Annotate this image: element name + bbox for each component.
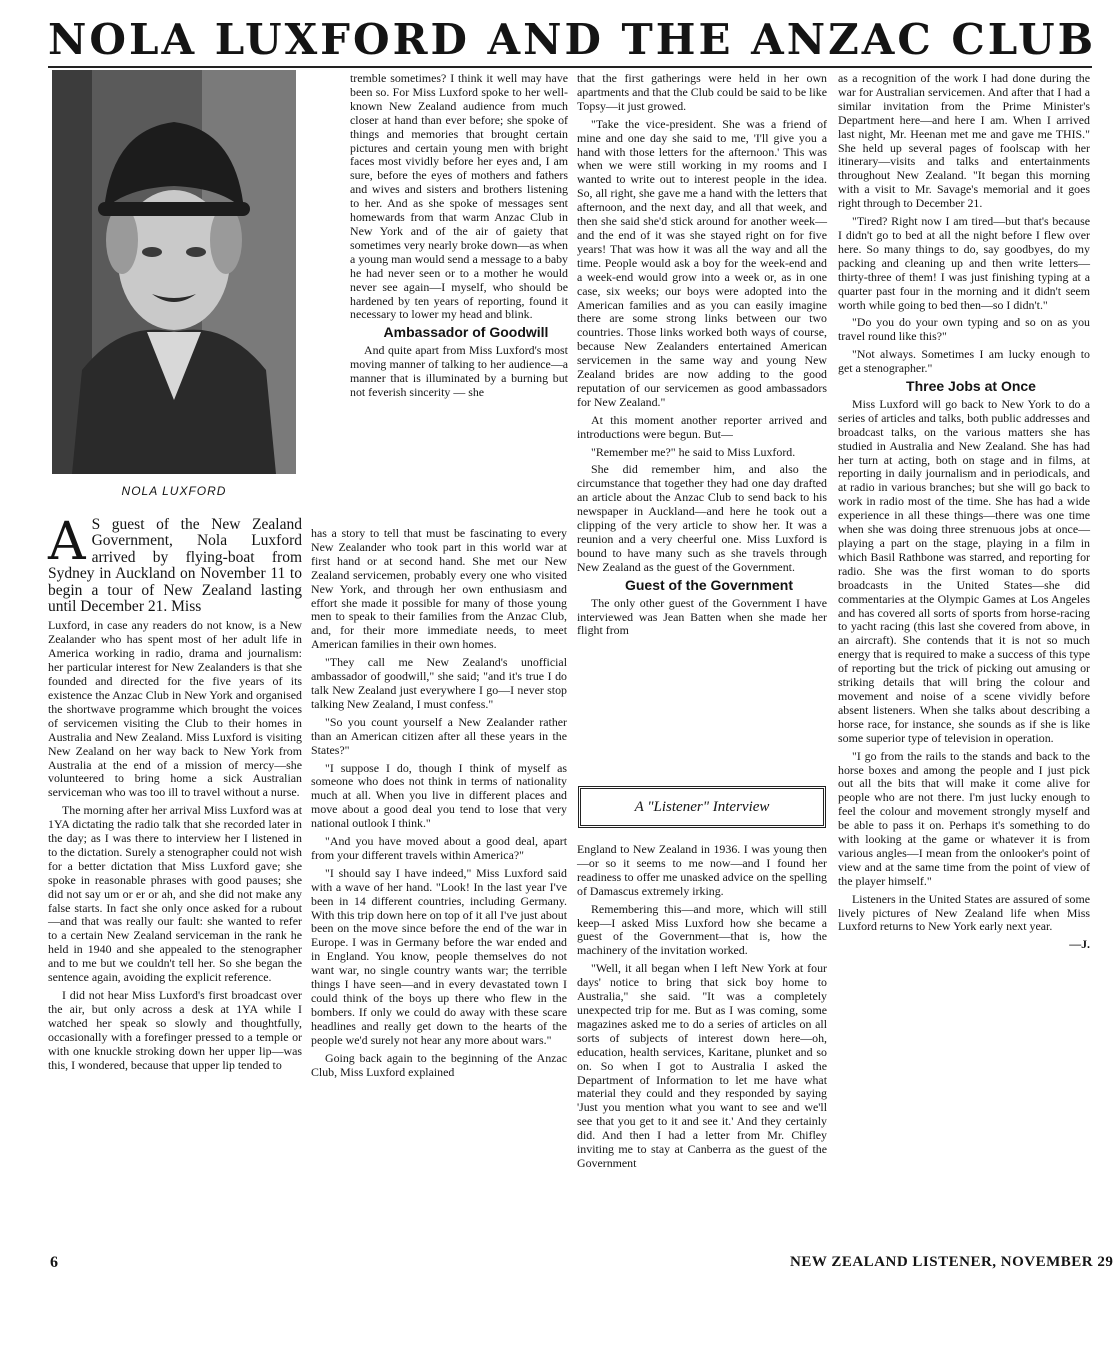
subheading: Ambassador of Goodwill — [383, 324, 549, 341]
paragraph: The only other guest of the Government I have interviewed was Jean Batten when she made her flight from — [577, 595, 827, 638]
paragraph: Listeners in the United States are assured of some lively pictures of New Zealand life when Miss Luxford returns to New York early next year. — [838, 891, 1090, 934]
column-1 — [48, 512, 302, 1076]
portrait-illustration — [52, 70, 296, 474]
paragraph: has a story to tell that must be fascinating to every New Zealander who took part in this world war at first hand or at second hand. She met our New Zealand servicemen, probably every one who visited New York, and through her own enthusiasm and effort she made it possible for many of those young men to speak to their families from the Anzac Club, and, for their more immediate needs, to meet American families in their own homes. — [311, 526, 567, 652]
paragraph: "So you count yourself a New Zealander rather than an American citizen after all these years in the States?" — [311, 714, 567, 757]
paragraph: I did not hear Miss Luxford's first broadcast over the air, but only across a desk at 1YA while I watched her speak so slowly and thoughtfully, occasionally with a forefinger pressed to a temple or with one knuckle stroking down her upper lip—was this, I wondered, because that upper lip tended to — [48, 988, 302, 1072]
paragraph: Going back again to the beginning of the Anzac Club, Miss Luxford explained — [311, 1050, 567, 1079]
paragraph: England to New Zealand in 1936. I was young then—or so it seems to me now—and I found her readiness to offer me unasked advice on the spelling of Damascus extremely irking. — [577, 842, 827, 898]
paragraph: "Remember me?" he said to Miss Luxford. — [591, 444, 796, 459]
paragraph: "Tired? Right now I am tired—but that's because I didn't go to bed at all the night before I flew over here. So many things to do, say goodbyes, do my packing and cleaning up and then write letters—thirty-three of them! I was just finishing typing at a quarter past four in the morning and it didn't seem worth while going to bed then—so I didn't." — [838, 214, 1090, 312]
paragraph: Luxford, in case any readers do not know, is a New Zealander who has spent most of her adult life in America working in radio, drama and journalism: her particular interest for New Zealanders is that she founded and directed for the five years of its existence the Anzac Club in New York and organised the shortwave programme which brought the voices of servicemen visiting the Club to their homes in Australia and New Zealand. Miss Luxford is visiting New Zealand on her way back to New York from Australia at the end of a mission of mercy—she volunteered to bring home a sick Australian serviceman who was too ill to travel without a nurse. — [48, 618, 302, 800]
paragraph: "They call me New Zealand's unofficial ambassador of goodwill," she said; "and it's true I do talk New Zealand just everywhere I go—I never stop talking New Zealand, I must confess." — [311, 655, 567, 711]
drop-cap: A — [48, 512, 86, 572]
column-2-top — [350, 72, 568, 404]
paragraph: And quite apart from Miss Luxford's most moving manner of talking to her audience—a manner that is illuminated by a burning but not feverish sincerity — she — [350, 343, 568, 399]
paragraph: At this moment another reporter arrived and introductions were begun. But— — [577, 412, 827, 441]
paragraph: "Take the vice-president. She was a friend of mine and one day she said to me, 'I'll give you a hand with those letters for the afternoon.' This was when we were still working in my rooms and I wanted to write out to interest people in the idea. So, all right, she gave me a hand with the letters that afternoon, and the next day, and all that week, and then she said she'd stick around for another week—and the end of it was she stayed right on for five years! That was how it was all the way and all the time. People would ask a boy for the week-end and a week-end would grow into a week or, as in one case, six weeks; our boys were adopted into the American families and as you can easily imagine there are some strong links between our two countries. Those links worked both ways of course, because New Zealanders entertained American servicemen in the same way and young New Zealand brides are now adding to the good reputation of our servicemen as good ambassadors for New Zealand." — [577, 116, 827, 409]
portrait-photo — [52, 70, 296, 474]
paragraph: The morning after her arrival Miss Luxford was at 1YA dictating the radio talk that she recorded later in the day; as I was there to interview her I listened in to the dictation. Surely a stenographer could not wish for a better dictation that Miss Luxford gave; she spoke in reasonable phrases with good pauses; she did not say um or er or ah, and she did not make any false starts. In fact she only once asked for a rubout—and that was really our fault: she wanted to refer to a certain New Zealand serviceman in the rank he held in 1940 and she appealed to the stenographer and to me but we couldn't tell her. So she began the sentence again, avoiding the explicit reference. — [48, 803, 302, 985]
signature: —J. — [1069, 937, 1090, 952]
paragraph: "Not always. Sometimes I am lucky enough to get a stenographer." — [838, 347, 1090, 376]
paragraph: tremble sometimes? I think it well may have been so. For Miss Luxford spoke to her well-known New Zealand audience from much closer at hand than ever before; she spoke of things and memories that brought certain pictures and certain young men with bright faces most vividly before her eyes and, I am sure, before the eyes of mothers and fathers and wives and sisters and brothers listening to her. And as she spoke of messages sent homewards from that warm Anzac Club in New York and of the air of gaiety that sometimes very nearly broke down—as when a young man would send a message to a baby he had never seen or to a mother he would never see again—I myself, who should be hardened by ten years of reporting, found it necessary to lower my head and blink. — [350, 71, 568, 322]
paragraph: Miss Luxford will go back to New York to do a series of articles and talks, both public addresses and broadcast talks, on the various matters she has studied in Australia and New Zealand. She has had her turn at acting, both on stage and in films, at reporting in daily journalism and in periodicals, and at radio in various branches; but she will go back to work in radio most of the time. She has had a wide experience in all these things—there was one time when she was doing three strenuous jobs at once—playing a part on the stage, playing in a film in which Basil Rathbone was starred, and reporting for radio. She was the first woman to do sports broadcasts in the United States—she did commentaries at the Olympic Games at Los Angeles and has covered all sorts of sports from horse-racing to yacht racing (this last she covered from above, in an aircraft). She contends that it is not so much energy that is required to make a success of this type of reporting but the trick of picking out amusing or striking details that will bring the colour and movement and noise of a scene vividly before absent listeners. When she talks about describing a horse race, for instance, she sounds as if she is like some superior type of television in operation. — [838, 396, 1090, 745]
subheading: Three Jobs at Once — [906, 378, 1036, 395]
lead-paragraph — [48, 512, 302, 616]
headline: NOLA LUXFORD AND THE ANZAC CLUB — [48, 15, 1097, 64]
paragraph: that the first gatherings were held in her own apartments and that the Club could be said to be like Topsy—it just growed. — [577, 71, 827, 113]
paragraph: "Do you do your own typing and so on as you travel round like this?" — [838, 315, 1090, 344]
page-number: 6 — [50, 1254, 58, 1271]
interview-box: A "Listener" Interview — [578, 786, 826, 828]
headline-rule — [48, 66, 1092, 68]
column-2-bottom — [311, 527, 567, 1083]
paragraph: "And you have moved about a good deal, apart from your different travels within America?" — [311, 834, 567, 862]
publication-footer: NEW ZEALAND LISTENER, NOVEMBER 29 — [790, 1254, 1114, 1270]
paragraph: "I should say I have indeed," Miss Luxford said with a wave of her hand. "Look! In the last year I've been in 14 different countries, including Germany. With this trip down here on top of it all I've just about been on the move since before the end of the war in Europe. I was in Germany before the war ended and in England. You know, people themselves do not want war, no single country wants war; the terrible things I have seen—and in every devastated town I could think of the boys up there who flew in the bombers. If only we could do away with these scare headlines and really get down to the hearts of the people we'd surely not hear any more about wars." — [311, 865, 567, 1047]
photo-caption: NOLA LUXFORD — [121, 484, 227, 498]
lead-text: S guest of the New Zealand Government, Nola Luxford arrived by flying-boat from Sydney in Auckland on November 11 to begin a tour of New Zealand lasting until December 21. Miss — [48, 516, 302, 616]
column-3-top — [577, 72, 827, 642]
paragraph: She did remember him, and also the circumstance that together they had one day drafted an article about the Anzac Club to send back to his newspaper in Auckland—and here he took out a clipping of the very article to show her. It was a reunion and a very cheerful one. Miss Luxford is bound to have many such as she travels through New Zealand as the guest of the Government. — [577, 462, 827, 574]
paragraph: as a recognition of the work I had done during the war for Australian servicemen. And after that I had a similar invitation from the Prime Minister's Department here—and here I am. When I arrived last night, Mr. Heenan met me and gave me THIS." She held up several pages of foolscap with her itinerary—visits and talks and entertainments throughout New Zealand. "It began this morning with a visit to Mr. Savage's memorial and it goes right through to December 21. — [838, 71, 1090, 211]
subheading: Guest of the Government — [624, 576, 794, 593]
paragraph: Remembering this—and more, which will still keep—I asked Miss Luxford how she became a guest of the Government—that is, how the machinery of the invitation worked. — [577, 901, 827, 958]
column-3-bottom — [577, 843, 827, 1175]
column-4 — [838, 72, 1090, 956]
paragraph: "Well, it all began when I left New York at four days' notice to bring that sick boy home to Australia," she said. "It was a completely unexpected trip for me. But as I was coming, some magazines asked me to do a series of articles on all sorts of subjects of interest down here—oh, education, health services, Karitane, plunket and so on. So when I got to Australia I asked the Department of Information to let me have what material they could and they responded by saying 'Just you mention what you want to see and we'll see that you get to it and see it.' And they certainly did. And then I had a letter from Mr. Chifley inviting me to stay at Canberra as the guest of the Government — [577, 961, 827, 1170]
paragraph: "I go from the rails to the stands and back to the horse boxes and among the people and I just pick out all the bits that will make it come alive for people who are not there. I'm just lucky enough to feel the colour and movement strongly myself and be able to pass it on. Perhaps it's something to do with looking at the game or whatever it is from various angles—I mean from the onlooker's point of view and at the same time from the point of view of the player himself." — [838, 748, 1090, 888]
paragraph: "I suppose I do, though I think of myself as someone who does not think in terms of nationality much at all. When you live in different places and move about a good deal you tend to lose that very national outlook I think." — [311, 760, 567, 831]
